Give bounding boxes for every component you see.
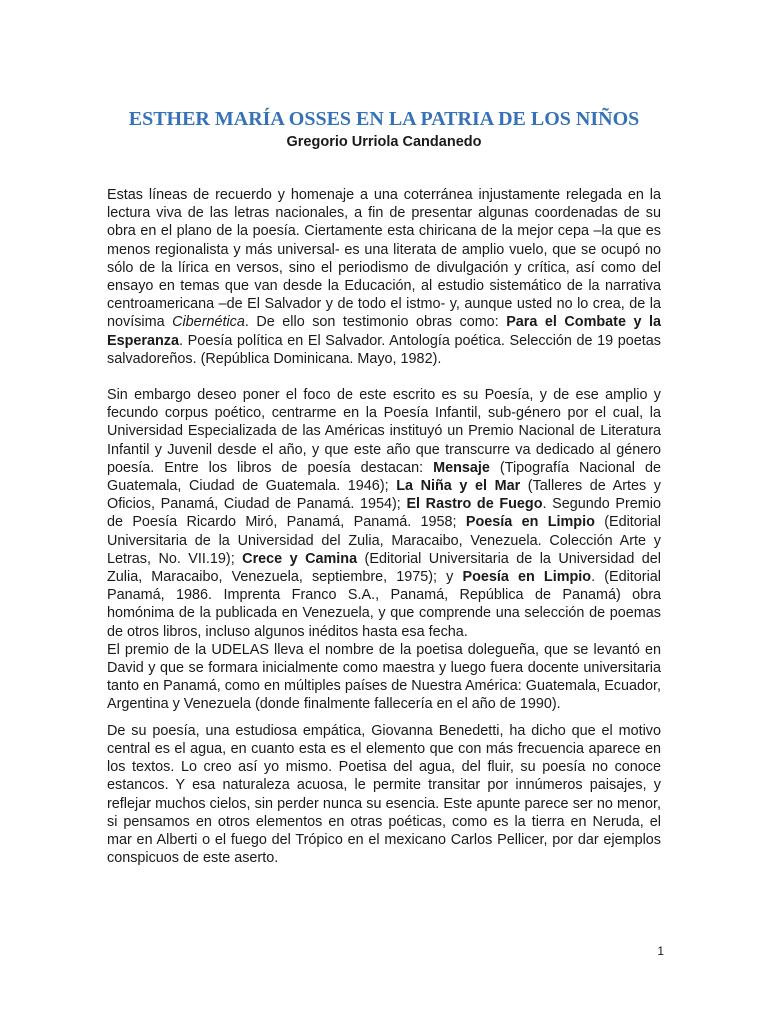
p2-text-1: Sin embargo deseo poner el foco de este escrito es su Poesía, y de ese amplio y fecundo corpus poético, centrarme en la Poesía Infantil, sub-género por el cual, la Universidad Especializada de las Américas instituyó un Premio Nacional de Literatura Infantil y Juvenil desde el año, y que este año que transcurre va dedicado al género poesía. Entre los libros de poesía destacan: [107, 387, 661, 476]
p2-text-5: (Editorial Universitaria de la Universidad del Zulia, Maracaibo, Venezuela. Colección Arte y Letras, No. VII.19); [107, 514, 661, 567]
p2-book-title-4: Poesía en Limpio [465, 514, 595, 531]
paragraph-2 [107, 386, 661, 641]
p1-book-title-1: Para el Combate y la Esperanza [107, 314, 661, 349]
p2-text-4: . Segundo Premio de Poesía Ricardo Miró, Panamá, Panamá. 1958; [107, 496, 661, 531]
p2-text-7: . (Editorial Panamá, 1986. Imprenta Franco S.A., Panamá, República de Panamá) obra homónima de la publicada en Venezuela, y que comprende una selección de poemas de otros libros, incluso algunos inéditos hasta esa fecha. [107, 569, 661, 640]
paragraph-4: De su poesía, una estudiosa empática, Giovanna Benedetti, ha dicho que el motivo central es el agua, en cuanto esta es el elemento que con más frecuencia aparece en los textos. Lo creo así yo mismo. Poetisa del agua, del fluir, su poesía no conoce estancos. Y esa naturaleza acuosa, le permite transitar por innúmeros paisajes, y reflejar muchos cielos, sin perder nunca su esencia. Este apunte parece ser no menor, si pensamos en otros elementos en otras poéticas, como es la tierra en Neruda, el mar en Alberti o el fuego del Trópico en el mexicano Carlos Pellicer, por dar ejemplos conspicuos de este aserto. [107, 722, 661, 867]
paragraph-3: El premio de la UDELAS lleva el nombre de la poetisa doleguеña, que se levantó en David y que se formara inicialmente como maestra y luego fuera docente universitaria tanto en Panamá, como en múltiples países de Nuestra América: Guatemala, Ecuador, Argentina y Venezuela (donde finalmente fallecería en el año de 1990). [107, 641, 661, 713]
p1-emphasis-cibernetica: Cibernética [172, 314, 245, 331]
p2-book-title-5: Crece y Camina [242, 550, 358, 567]
p2-text-3: (Talleres de Artes y Oficios, Panamá, Ciudad de Panamá. 1954); [107, 478, 661, 513]
p2-book-title-1: Mensaje [433, 459, 490, 476]
document-body [107, 186, 661, 867]
p1-text-1: Estas líneas de recuerdo y homenaje a una coterránea injustamente relegada en la lectura viva de las letras nacionales, a fin de presentar algunas coordenadas de su obra en el plano de la poesía. Ciertamente esta chiricana de la mejor cepa –la que es menos regionalista y más universal- es una literata de amplio vuelo, que se ocupó no sólo de la lírica en versos, sino el periodismo de divulgación y crítica, así como del ensayo en temas que van desde la Educación, al estudio sistemático de la narrativa centroamericana –de El Salvador y de todo el istmo- y, aunque usted no lo crea, de la novísima [107, 187, 661, 331]
document-title: ESTHER MARÍA OSSES EN LA PATRIA DE LOS NIÑOS [128, 108, 640, 130]
p2-book-title-3: El Rastro de Fuego [406, 496, 543, 513]
document-author: Gregorio Urriola Candanedo [286, 134, 482, 150]
p1-text-3: . Poesía política en El Salvador. Antología poética. Selección de 19 poetas salvadoreños. (República Dominicana. Mayo, 1982). [107, 332, 661, 367]
paragraph-1 [107, 186, 661, 368]
p2-book-title-6: Poesía en Limpio [462, 569, 592, 586]
page-number: 1 [657, 944, 664, 958]
p2-text-2: (Tipografía Nacional de Guatemala, Ciudad de Guatemala. 1946); [107, 459, 661, 495]
p1-text-2: . De ello son testimonio obras como: [244, 314, 507, 331]
p2-text-6: (Editorial Universitaria de la Universidad del Zulia, Maracaibo, Venezuela, septiembre, 1975); y [107, 550, 662, 586]
p2-book-title-2: La Niña y el Mar [396, 478, 521, 495]
